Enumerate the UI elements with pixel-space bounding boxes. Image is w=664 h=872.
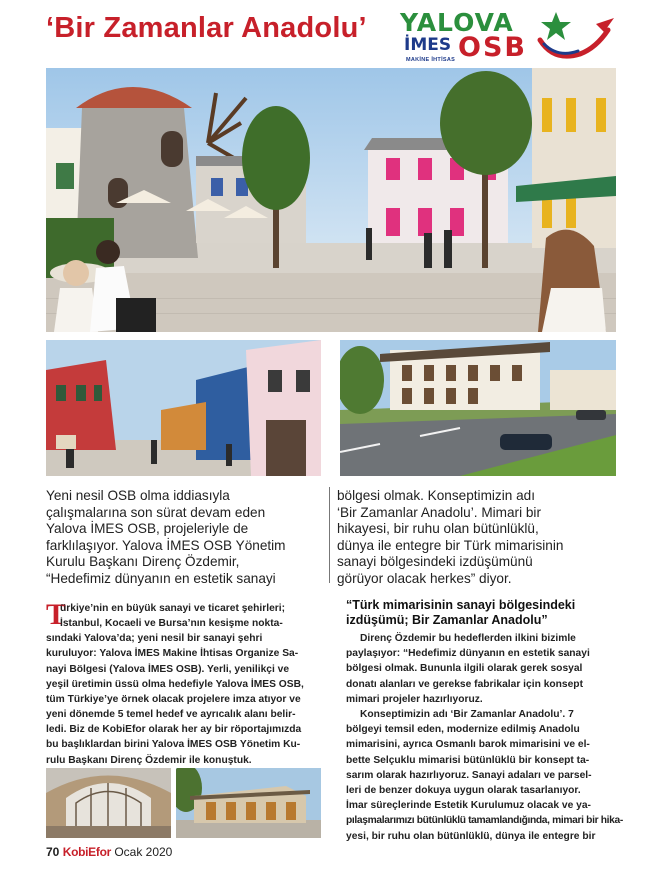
body-line: sındaki Yalova’da; yeni nesil bir sanayi şehri bbox=[46, 633, 263, 645]
lead-paragraph-left bbox=[46, 488, 286, 588]
body-line: donatı alanları ve gerekse fabrikalar için konsept bbox=[346, 678, 583, 690]
lead-line: bölgesi olmak. Konseptimizin adı bbox=[337, 488, 535, 503]
drop-cap: T bbox=[46, 598, 67, 631]
column-divider bbox=[329, 487, 330, 583]
lead-line: Yalova İMES OSB, projeleriyle de bbox=[46, 521, 249, 537]
body-line: İstanbul, Kocaeli ve Bursa’nın kesişme nokta- bbox=[60, 618, 283, 630]
section-subheading bbox=[346, 598, 575, 628]
logo-imes-text: İMES bbox=[404, 35, 452, 55]
hero-village-square-image bbox=[46, 68, 616, 332]
body-line: yeşil üretimin üssü olma hedefiyle Yalova İMES OSB, bbox=[46, 678, 304, 690]
logo-yalova-text: YALOVA bbox=[400, 8, 514, 37]
lead-line: ‘Bir Zamanlar Anadolu’. Mimari bir bbox=[337, 504, 541, 520]
lead-line: Kurulu Başkanı Direnç Özdemir, bbox=[46, 554, 240, 570]
colorful-street-image bbox=[46, 340, 321, 476]
lead-line: “Hedefimiz dünyanın en estetik sanayi bbox=[46, 570, 276, 586]
body-line: ürkiye’nin en büyük sanayi ve ticaret şehirleri; bbox=[60, 603, 286, 614]
body-line: Direnç Özdemir bu hedeflerden ilkini bizimle bbox=[360, 633, 576, 644]
logo-emblem-icon bbox=[534, 10, 616, 64]
lead-line: farklılaşıyor. Yalova İMES OSB Yönetim bbox=[46, 537, 286, 553]
body-line: Konseptimizin adı ‘Bir Zamanlar Anadolu’. 7 bbox=[360, 709, 574, 721]
lead-paragraph-right bbox=[337, 488, 563, 588]
magazine-name: KobiEfor bbox=[62, 845, 111, 859]
lead-line: dünya ile entegre bir Türk mimarisinin bbox=[337, 537, 564, 553]
subheading-line: “Türk mimarisinin sanayi bölgesindeki bbox=[346, 598, 576, 612]
body-line: pılaşmalarımızı bütünlüklü tamamlandığında, mimari bir hika- bbox=[346, 815, 623, 827]
lead-line: görüyor olacak herkes” diyor. bbox=[337, 570, 512, 586]
body-line: ledi. Biz de KobiEfor olarak her ay bir röportajımızda bbox=[46, 724, 302, 736]
body-line: tüm Türkiye’ye örnek olacak projelere imza atıyor ve bbox=[46, 693, 301, 705]
body-line: yesi, bir ruhu olan bütünlüklü, dünya ile entegre bir bbox=[346, 830, 596, 842]
archway-interior-image bbox=[46, 768, 171, 838]
body-line: kuruluyor: Yalova İMES Makine İhtisas Organize Sa- bbox=[46, 648, 299, 660]
page-number: 70 bbox=[46, 845, 60, 859]
body-line: sarım olarak hazırlıyoruz. Sanayi adaları ve parsel- bbox=[346, 769, 592, 781]
modern-building-image bbox=[176, 768, 321, 838]
body-line: rulu Başkanı Direnç Özdemir ile konuştuk. bbox=[46, 754, 252, 766]
lead-line: Yeni nesil OSB olma iddiasıyla bbox=[46, 488, 230, 503]
lead-line: çalışmalarına son sürat devam eden bbox=[46, 504, 266, 520]
yalova-imes-osb-logo bbox=[398, 8, 618, 66]
page-title: ‘Bir Zamanlar Anadolu’ bbox=[46, 12, 367, 44]
body-line: bu başlıklardan birini Yalova İMES OSB Yönetim Ku- bbox=[46, 739, 301, 751]
body-line: bölgesi olmak. Bununla ilgili olarak gerek sosyal bbox=[346, 663, 583, 675]
logo-tagline: MAKİNE İHTİSAS bbox=[406, 57, 456, 63]
logo-osb-text: OSB bbox=[458, 32, 527, 63]
article-body-right bbox=[346, 631, 623, 844]
body-line: bette Selçuklu mimarisi bütünlüklü bir konsept ta- bbox=[346, 754, 590, 766]
body-line: leri de benzer dokuya uygun olarak tasarlanıyor. bbox=[346, 785, 581, 797]
article-body-left bbox=[46, 598, 304, 768]
body-line: mimari projeler hazırlıyoruz. bbox=[346, 693, 483, 705]
body-line: yeni dönemde 5 temel hedef ve ayrıcalık alanı belir- bbox=[46, 709, 296, 721]
subheading-line: izdüşümü; Bir Zamanlar Anadolu” bbox=[346, 613, 548, 627]
lead-line: hikayesi, bir ruhu olan bütünlüklü, bbox=[337, 521, 539, 537]
body-line: mimarisini, ayrıca Osmanlı barok mimarisini ve el- bbox=[346, 739, 590, 751]
page-footer bbox=[46, 845, 172, 859]
issue-date: Ocak 2020 bbox=[114, 845, 173, 859]
lead-line: sanayi bölgesindeki izdüşümünü bbox=[337, 554, 533, 570]
body-line: nayi Bölgesi (Yalova İMES OSB). Yerli, yenilikçi ve bbox=[46, 663, 290, 675]
body-line: paylaşıyor: “Hedefimiz dünyanın en estetik sanayi bbox=[346, 648, 590, 660]
body-line: bölgeyi temsil eden, modernize edilmiş Anadolu bbox=[346, 724, 580, 736]
body-line: İmar süreçlerinde Estetik Kurulumuz olacak ve ya- bbox=[346, 800, 591, 812]
road-buildings-image bbox=[340, 340, 616, 476]
